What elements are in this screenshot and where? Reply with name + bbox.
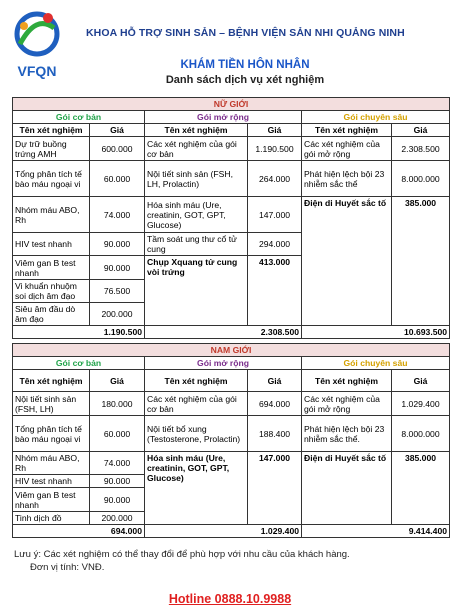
page-subtitle: Danh sách dịch vụ xét nghiệm	[165, 74, 325, 86]
test-name: Nhóm máu ABO, Rh	[13, 452, 90, 475]
test-name: Điện di Huyết sắc tố	[302, 197, 392, 326]
test-name: Các xét nghiệm của gói cơ bản	[145, 392, 248, 416]
female-pkg-basic: Gói cơ bản	[13, 111, 145, 124]
male-pkg-mid: Gói mở rộng	[145, 357, 302, 370]
test-price: 1.029.400	[392, 392, 450, 416]
test-price: 2.308.500	[392, 137, 450, 161]
total-row	[13, 326, 450, 339]
total-basic: 1.190.500	[13, 326, 145, 339]
test-name: Nội tiết bổ xung (Testosterone, Prolactin)	[145, 416, 248, 452]
test-price: 74.000	[90, 452, 145, 475]
test-name: Viêm gan B test nhanh	[13, 256, 90, 280]
test-price: 90.000	[90, 233, 145, 256]
col-name: Tên xét nghiệm	[145, 370, 248, 392]
test-name: Nội tiết sinh sản (FSH, LH, Prolactin)	[145, 161, 248, 197]
col-name: Tên xét nghiệm	[13, 370, 90, 392]
organization-name: KHOA HỖ TRỢ SINH SẢN – BỆNH VIỆN SẢN NHI QUẢNG NINH	[86, 27, 405, 39]
test-price: 694.000	[248, 392, 302, 416]
test-price: 294.000	[248, 233, 302, 256]
male-pkg-adv: Gói chuyên sâu	[302, 357, 450, 370]
male-price-table	[12, 343, 450, 538]
test-price: 385.000	[392, 197, 450, 326]
test-name: Tầm soát ung thư cổ tử cung	[145, 233, 248, 256]
test-name: Dự trữ buồng trứng AMH	[13, 137, 90, 161]
test-name: Nội tiết sinh sản (FSH, LH)	[13, 392, 90, 416]
col-price: Giá	[392, 370, 450, 392]
header	[0, 0, 460, 96]
test-name: Tổng phân tích tế bào máu ngoại vi	[13, 416, 90, 452]
col-name: Tên xét nghiệm	[13, 124, 90, 137]
test-price: 147.000	[248, 452, 302, 525]
test-price: 90.000	[90, 475, 145, 488]
page-title: KHÁM TIỀN HÔN NHÂN	[180, 59, 310, 71]
test-price: 60.000	[90, 416, 145, 452]
test-price: 200.000	[90, 512, 145, 525]
female-pkg-adv: Gói chuyên sâu	[302, 111, 450, 124]
table-row	[13, 197, 450, 233]
test-price: 60.000	[90, 161, 145, 197]
table-row	[13, 161, 450, 197]
table-row	[13, 392, 450, 416]
test-price: 413.000	[248, 256, 302, 326]
test-name: Hóa sinh máu (Ure, creatinin, GOT, GPT, Glucose)	[145, 197, 248, 233]
test-name: Phát hiện lệch bội 23 nhiễm sắc thể	[302, 161, 392, 197]
test-name: Điện di Huyết sắc tố	[302, 452, 392, 525]
female-section-header: NỮ GIỚI	[13, 98, 450, 111]
total-row	[13, 525, 450, 538]
test-name: HIV test nhanh	[13, 233, 90, 256]
test-price: 90.000	[90, 256, 145, 280]
test-name: Các xét nghiệm của gói cơ bản	[145, 137, 248, 161]
test-price: 1.190.500	[248, 137, 302, 161]
hotline-link[interactable]: Hotline 0888.10.9988	[168, 592, 292, 606]
test-price: 188.400	[248, 416, 302, 452]
table-row	[13, 452, 450, 475]
male-pkg-basic: Gói cơ bản	[13, 357, 145, 370]
table-row	[13, 416, 450, 452]
test-price: 180.000	[90, 392, 145, 416]
test-price: 90.000	[90, 488, 145, 512]
female-pkg-mid: Gói mở rộng	[145, 111, 302, 124]
table-row	[13, 137, 450, 161]
test-price: 76.500	[90, 280, 145, 303]
total-mid: 2.308.500	[145, 326, 302, 339]
total-adv: 9.414.400	[302, 525, 450, 538]
col-name: Tên xét nghiệm	[302, 370, 392, 392]
svg-text:VFQN: VFQN	[17, 63, 57, 79]
test-name: Các xét nghiệm của gói mở rộng	[302, 392, 392, 416]
test-name: Nhóm máu ABO, Rh	[13, 197, 90, 233]
test-name: Hóa sinh máu (Ure, creatinin, GOT, GPT, Glucose)	[145, 452, 248, 525]
note-line: Lưu ý: Các xét nghiệm có thể thay đổi để phù hợp với nhu cầu của khách hàng.	[14, 549, 350, 560]
col-price: Giá	[392, 124, 450, 137]
col-price: Giá	[90, 370, 145, 392]
test-name: HIV test nhanh	[13, 475, 90, 488]
col-price: Giá	[248, 124, 302, 137]
total-adv: 10.693.500	[302, 326, 450, 339]
test-name: Viêm gan B test nhanh	[13, 488, 90, 512]
test-name: Siêu âm đầu dò âm đạo	[13, 303, 90, 326]
test-name: Vi khuẩn nhuộm soi dịch âm đạo	[13, 280, 90, 303]
col-name: Tên xét nghiệm	[302, 124, 392, 137]
test-price: 8.000.000	[392, 416, 450, 452]
test-name: Tổng phân tích tế bào máu ngoại vi	[13, 161, 90, 197]
test-price: 74.000	[90, 197, 145, 233]
test-price: 385.000	[392, 452, 450, 525]
test-price: 264.000	[248, 161, 302, 197]
col-name: Tên xét nghiệm	[145, 124, 248, 137]
total-mid: 1.029.400	[145, 525, 302, 538]
note-unit: Đơn vị tính: VNĐ.	[30, 562, 105, 573]
test-name: Phát hiện lệch bội 23 nhiễm sắc thể.	[302, 416, 392, 452]
female-price-table	[12, 97, 450, 339]
col-price: Giá	[248, 370, 302, 392]
test-name: Chụp Xquang tử cung vòi trứng	[145, 256, 248, 326]
test-name: Tinh dịch đồ	[13, 512, 90, 525]
male-section-header: NAM GIỚI	[13, 344, 450, 357]
test-price: 200.000	[90, 303, 145, 326]
test-price: 600.000	[90, 137, 145, 161]
footnote	[14, 548, 350, 574]
test-name: Các xét nghiệm của gói mở rộng	[302, 137, 392, 161]
col-price: Giá	[90, 124, 145, 137]
test-price: 8.000.000	[392, 161, 450, 197]
total-basic: 694.000	[13, 525, 145, 538]
test-price: 147.000	[248, 197, 302, 233]
